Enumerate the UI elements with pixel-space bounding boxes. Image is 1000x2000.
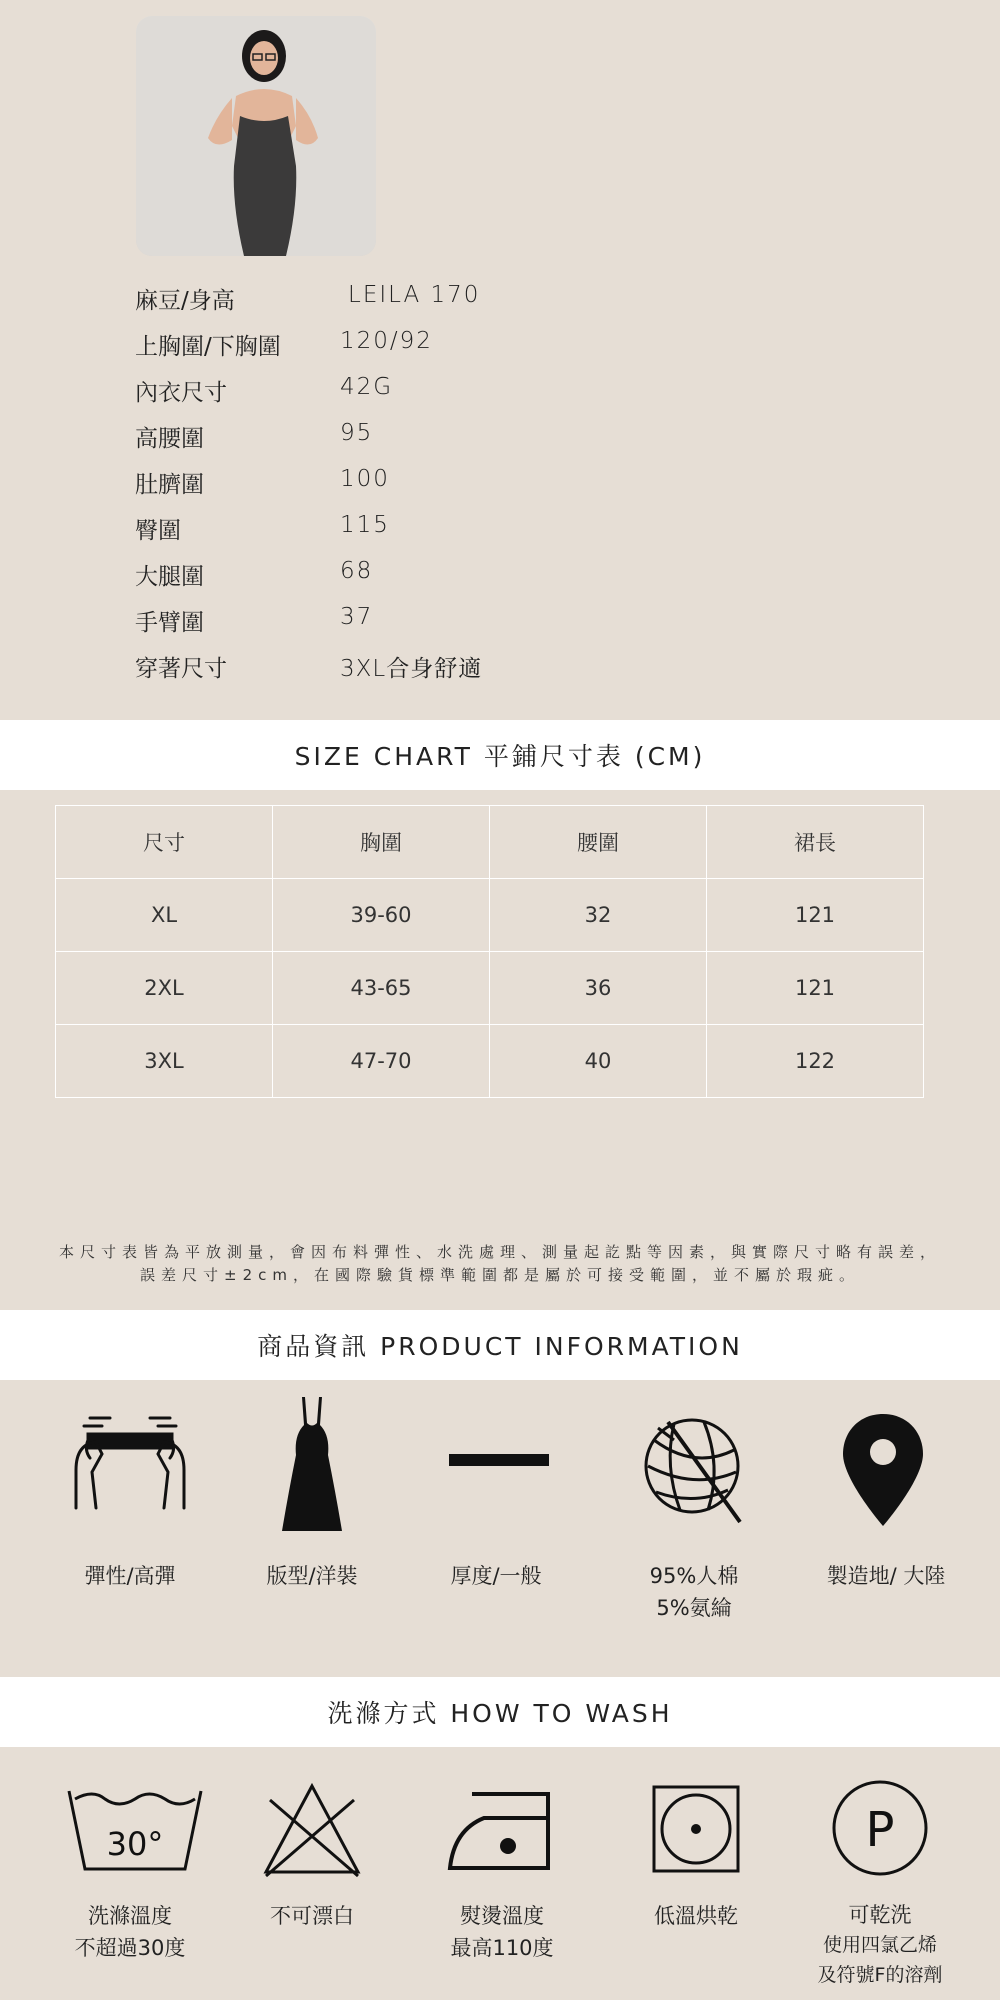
- caption-line: 95%人棉: [649, 1564, 739, 1588]
- table-header-cell: 腰圍: [490, 806, 707, 879]
- model-row: [135, 466, 390, 499]
- caption-line: 厚度/一般: [450, 1564, 542, 1588]
- model-row: [135, 328, 433, 361]
- wash-caption: [402, 1900, 602, 1964]
- model-row: [135, 420, 374, 453]
- product-caption: [30, 1560, 230, 1592]
- table-header-row: [56, 806, 924, 879]
- row-label: 手臂圍: [135, 610, 204, 636]
- wash-caption: [212, 1900, 412, 1932]
- row-value: 120/92: [340, 328, 433, 354]
- caption-line: 最高110度: [450, 1936, 554, 1960]
- section-title: 商品資訊 PRODUCT INFORMATION: [257, 1332, 743, 1361]
- size-chart-heading: [0, 720, 1000, 790]
- row-label: 高腰圍: [135, 426, 204, 452]
- product-caption: [594, 1560, 794, 1624]
- no-bleach-icon: [222, 1780, 402, 1880]
- yarn-ball-icon: [604, 1410, 784, 1530]
- model-figure-icon: [136, 16, 376, 256]
- row-label: 麻豆/身高: [135, 288, 235, 314]
- model-row: [135, 604, 374, 637]
- size-disclaimer: [0, 1241, 1000, 1287]
- disclaimer-line: 誤差尺寸±2cm，在國際驗貨標準範圍都是屬於可接受範圍，並不屬於瑕疵。: [140, 1266, 860, 1284]
- row-value: LEILA 170: [348, 282, 481, 308]
- row-value: 37: [340, 604, 374, 630]
- row-value: 100: [340, 466, 390, 492]
- row-label: 大腿圍: [135, 564, 204, 590]
- tumble-dry-icon: [606, 1783, 786, 1873]
- table-header-cell: 胸圍: [273, 806, 490, 879]
- section-title: SIZE CHART 平鋪尺寸表 (CM): [294, 742, 706, 771]
- model-row: [135, 650, 483, 683]
- table-cell: 3XL: [56, 1025, 273, 1098]
- model-row: [135, 282, 481, 315]
- caption-line: 洗滌溫度: [88, 1904, 172, 1928]
- product-info-heading: [0, 1310, 1000, 1380]
- table-cell: 40: [490, 1025, 707, 1098]
- caption-line: 不超過30度: [74, 1936, 186, 1960]
- size-chart-table: [55, 805, 924, 1098]
- row-value: 42G: [340, 374, 394, 400]
- product-caption: [396, 1560, 596, 1592]
- wash-caption: [30, 1900, 230, 1964]
- caption-line: 彈性/高彈: [84, 1564, 176, 1588]
- table-cell: 47-70: [273, 1025, 490, 1098]
- table-cell: 121: [707, 952, 924, 1025]
- wash-tub-icon: [45, 1785, 225, 1875]
- model-row: [135, 558, 374, 591]
- table-row: [56, 952, 924, 1025]
- stretch-hands-icon: [40, 1410, 220, 1510]
- dress-icon: [222, 1395, 402, 1535]
- caption-line: 版型/洋裝: [266, 1564, 358, 1588]
- table-cell: 39-60: [273, 879, 490, 952]
- table-cell: 43-65: [273, 952, 490, 1025]
- row-value: 95: [340, 420, 374, 446]
- table-cell: 121: [707, 879, 924, 952]
- row-label: 臀圍: [135, 518, 181, 544]
- row-value: 3XL合身舒適: [340, 656, 483, 682]
- wash-caption: [780, 1900, 980, 1990]
- iron-icon: [412, 1784, 592, 1874]
- table-cell: XL: [56, 879, 273, 952]
- wash-temp-label: 30°: [106, 1825, 164, 1863]
- dry-clean-label: P: [865, 1802, 895, 1858]
- product-caption: [212, 1560, 412, 1592]
- disclaimer-line: 本尺寸表皆為平放測量，會因布料彈性、水洗處理、測量起訖點等因素，與實際尺寸略有誤差，: [58, 1243, 941, 1261]
- section-title: 洗滌方式 HOW TO WASH: [327, 1699, 673, 1728]
- row-label: 穿著尺寸: [135, 656, 227, 682]
- table-cell: 2XL: [56, 952, 273, 1025]
- caption-line: 及符號F的溶劑: [817, 1964, 943, 1986]
- table-header-cell: 裙長: [707, 806, 924, 879]
- location-pin-icon: [793, 1410, 973, 1530]
- row-label: 上胸圍/下胸圍: [135, 334, 281, 360]
- model-row: [135, 512, 390, 545]
- row-label: 內衣尺寸: [135, 380, 227, 406]
- row-label: 肚臍圍: [135, 472, 204, 498]
- table-row: [56, 1025, 924, 1098]
- table-row: [56, 879, 924, 952]
- product-caption: [786, 1560, 986, 1592]
- table-cell: 122: [707, 1025, 924, 1098]
- model-row: [135, 374, 394, 407]
- wash-caption: [596, 1900, 796, 1932]
- caption-line: 製造地/ 大陸: [826, 1564, 946, 1588]
- table-cell: 32: [490, 879, 707, 952]
- row-value: 68: [340, 558, 374, 584]
- caption-line: 5%氨綸: [656, 1596, 732, 1620]
- caption-line: 使用四氯乙烯: [822, 1934, 937, 1956]
- model-photo: [136, 16, 376, 256]
- caption-line: 低溫烘乾: [654, 1904, 738, 1928]
- table-header-cell: 尺寸: [56, 806, 273, 879]
- row-value: 115: [340, 512, 390, 538]
- caption-line: 熨燙溫度: [460, 1904, 544, 1928]
- table-cell: 36: [490, 952, 707, 1025]
- thickness-bar-icon: [409, 1440, 589, 1480]
- wash-heading: [0, 1677, 1000, 1747]
- dry-clean-icon: [790, 1778, 970, 1878]
- caption-line: 不可漂白: [270, 1904, 354, 1928]
- caption-line: 可乾洗: [848, 1903, 912, 1927]
